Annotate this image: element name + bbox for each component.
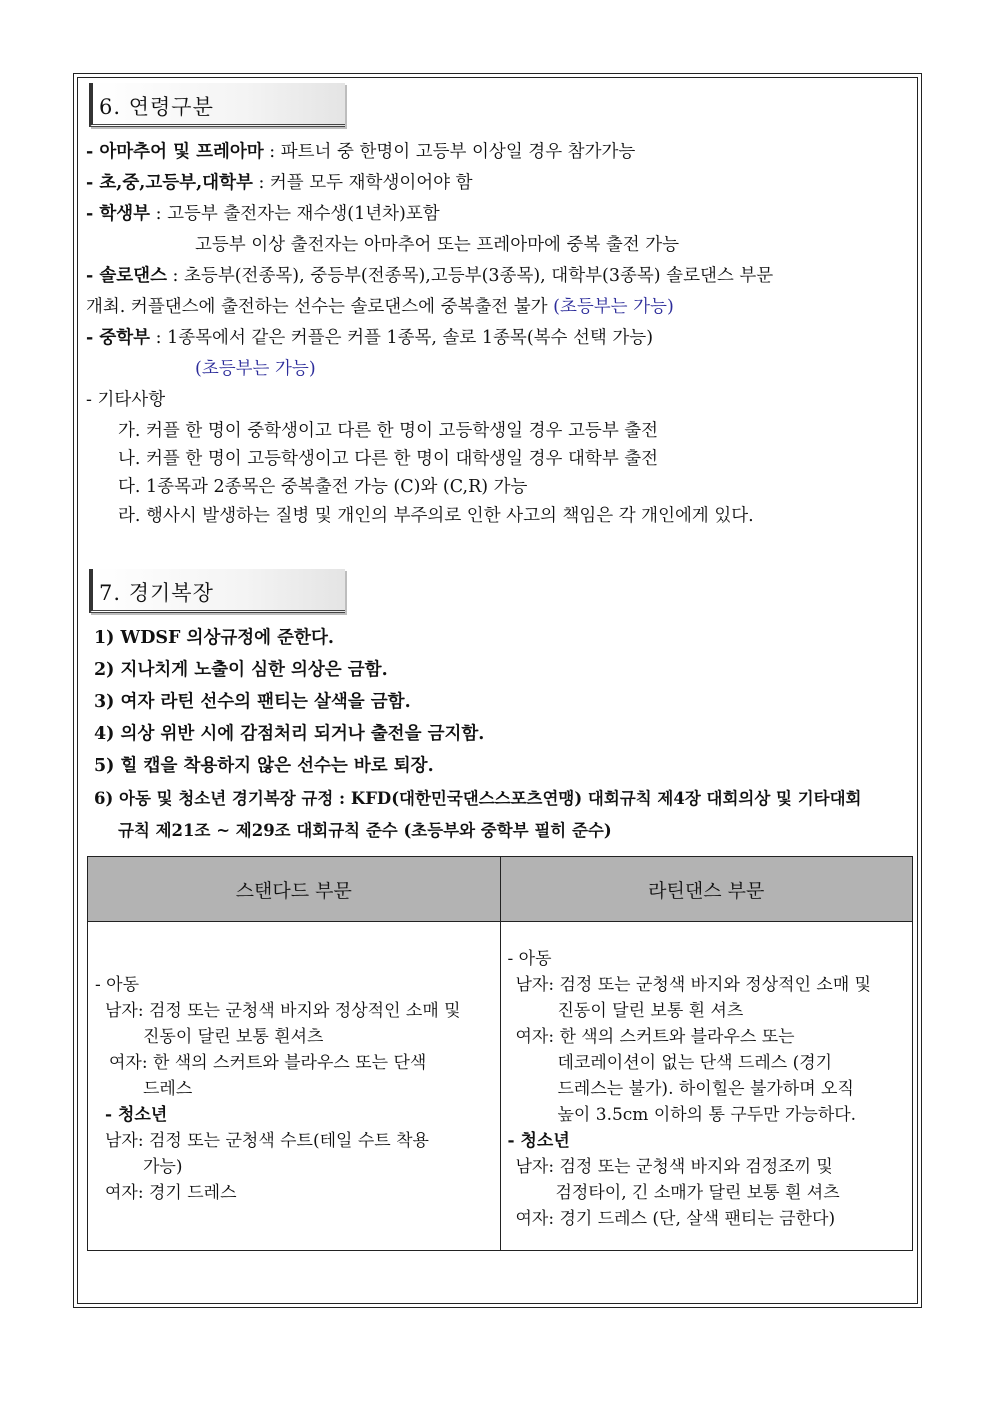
middle-school-text: : 1종목에서 같은 커플은 커플 1종목, 솔로 1종목(복수 선택 가능) — [150, 328, 654, 348]
uniform-rule: 1) WDSF 의상규정에 준한다. — [94, 628, 334, 648]
latin-line: - 아동 — [507, 949, 552, 969]
uniform-table — [87, 856, 913, 1251]
latin-line: 남자: 검정 또는 군청색 바지와 검정조끼 및 — [515, 1157, 833, 1177]
standard-header: 스탠다드 부문 — [88, 857, 501, 922]
section-6-title: 6. 연령구분 — [99, 95, 214, 119]
uniform-table-row — [88, 922, 913, 1251]
standard-line: 진동이 달린 보통 흰셔츠 — [143, 1027, 324, 1047]
solo-dance-cont-text: 개최. 커플댄스에 출전하는 선수는 솔로댄스에 중복출전 불가 — [86, 297, 554, 317]
latin-line: - 청소년 — [507, 1131, 570, 1151]
solo-dance-text: : 초등부(전종목), 중등부(전종목),고등부(3종목), 대학부(3종목) 솔로댄스 부문 — [166, 266, 774, 286]
standard-line: 가능) — [143, 1157, 183, 1177]
student-division-cont: 고등부 이상 출전자는 아마추어 또는 프레아마에 중복 출전 가능 — [195, 235, 680, 255]
standard-line: - 청소년 — [105, 1105, 168, 1125]
standard-line: 남자: 검정 또는 군청색 수트(테일 수트 착용 — [105, 1131, 429, 1151]
student-division-text: : 고등부 출전자는 재수생(1년차)포함 — [150, 204, 440, 224]
latin-line: 높이 3.5cm 이하의 통 구두만 가능하다. — [557, 1105, 857, 1125]
standard-line: 남자: 검정 또는 군청색 바지와 정상적인 소매 및 — [105, 1001, 461, 1021]
middle-school-label: - 중학부 — [86, 328, 151, 348]
school-divisions-text: : 커플 모두 재학생이어야 함 — [252, 173, 473, 193]
student-division-label: - 학생부 — [86, 204, 151, 224]
standard-line: 드레스 — [143, 1079, 193, 1099]
etc-item: 라. 행사시 발생하는 질병 및 개인의 부주의로 인한 사고의 책임은 각 개인에게 있다. — [118, 506, 754, 526]
school-divisions-rule — [86, 170, 473, 196]
amateur-proam-rule — [86, 139, 635, 165]
section-7-title: 7. 경기복장 — [99, 581, 214, 605]
latin-line: 여자: 경기 드레스 (단, 살색 팬티는 금한다) — [515, 1209, 836, 1229]
latin-header: 라틴댄스 부문 — [500, 857, 913, 922]
standard-line: 여자: 한 색의 스커트와 블라우스 또는 단색 — [109, 1053, 427, 1073]
amateur-proam-label: - 아마추어 및 프레아마 — [86, 142, 264, 162]
latin-cell — [500, 922, 913, 1251]
student-division-rule — [86, 201, 440, 227]
etc-heading: - 기타사항 — [86, 390, 166, 410]
latin-line: 데코레이션이 없는 단색 드레스 (경기 — [557, 1053, 833, 1073]
uniform-rule-cont: 규칙 제21조 ~ 제29조 대회규칙 준수 (초등부와 중학부 필히 준수) — [118, 821, 612, 840]
school-divisions-label: - 초,중,고등부,대학부 — [86, 173, 253, 193]
latin-line: 진동이 달린 보통 흰 셔츠 — [557, 1001, 744, 1021]
section-6-heading — [89, 83, 345, 127]
solo-dance-label: - 솔로댄스 — [86, 266, 167, 286]
latin-line: 여자: 한 색의 스커트와 블라우스 또는 — [515, 1027, 795, 1047]
uniform-rule: 4) 의상 위반 시에 감점처리 되거나 출전을 금지함. — [94, 724, 485, 744]
latin-line: 드레스는 불가). 하이힐은 불가하며 오직 — [557, 1079, 854, 1099]
amateur-proam-text: : 파트너 중 한명이 고등부 이상일 경우 참가가능 — [263, 142, 636, 162]
uniform-rule: 6) 아동 및 청소년 경기복장 규정 : KFD(대한민국댄스스포츠연맹) 대회규칙 제4장 대회의상 및 기타대회 — [94, 789, 862, 808]
middle-school-note: (초등부는 가능) — [195, 359, 316, 379]
standard-cell — [88, 922, 501, 1251]
etc-item: 가. 커플 한 명이 중학생이고 다른 한 명이 고등학생일 경우 고등부 출전 — [118, 421, 659, 441]
solo-dance-cont — [86, 294, 674, 320]
latin-line: 검정타이, 긴 소매가 달린 보통 흰 셔츠 — [555, 1183, 840, 1203]
latin-line: 남자: 검정 또는 군청색 바지와 정상적인 소매 및 — [515, 975, 872, 995]
standard-line: 여자: 경기 드레스 — [105, 1183, 237, 1203]
solo-dance-note: (초등부는 가능) — [553, 297, 674, 317]
etc-item: 다. 1종목과 2종목은 중복출전 가능 (C)와 (C,R) 가능 — [118, 477, 528, 497]
section-7-heading — [89, 569, 345, 613]
uniform-rule: 3) 여자 라틴 선수의 팬티는 살색을 금함. — [94, 692, 411, 712]
middle-school-rule — [86, 325, 653, 351]
uniform-table-header-row — [88, 857, 913, 922]
uniform-rule: 5) 힐 캡을 착용하지 않은 선수는 바로 퇴장. — [94, 756, 434, 776]
solo-dance-rule — [86, 263, 773, 289]
standard-line: - 아동 — [95, 975, 139, 995]
uniform-rule: 2) 지나치게 노출이 심한 의상은 금함. — [94, 660, 388, 680]
etc-item: 나. 커플 한 명이 고등학생이고 다른 한 명이 대학생일 경우 대학부 출전 — [118, 449, 659, 469]
